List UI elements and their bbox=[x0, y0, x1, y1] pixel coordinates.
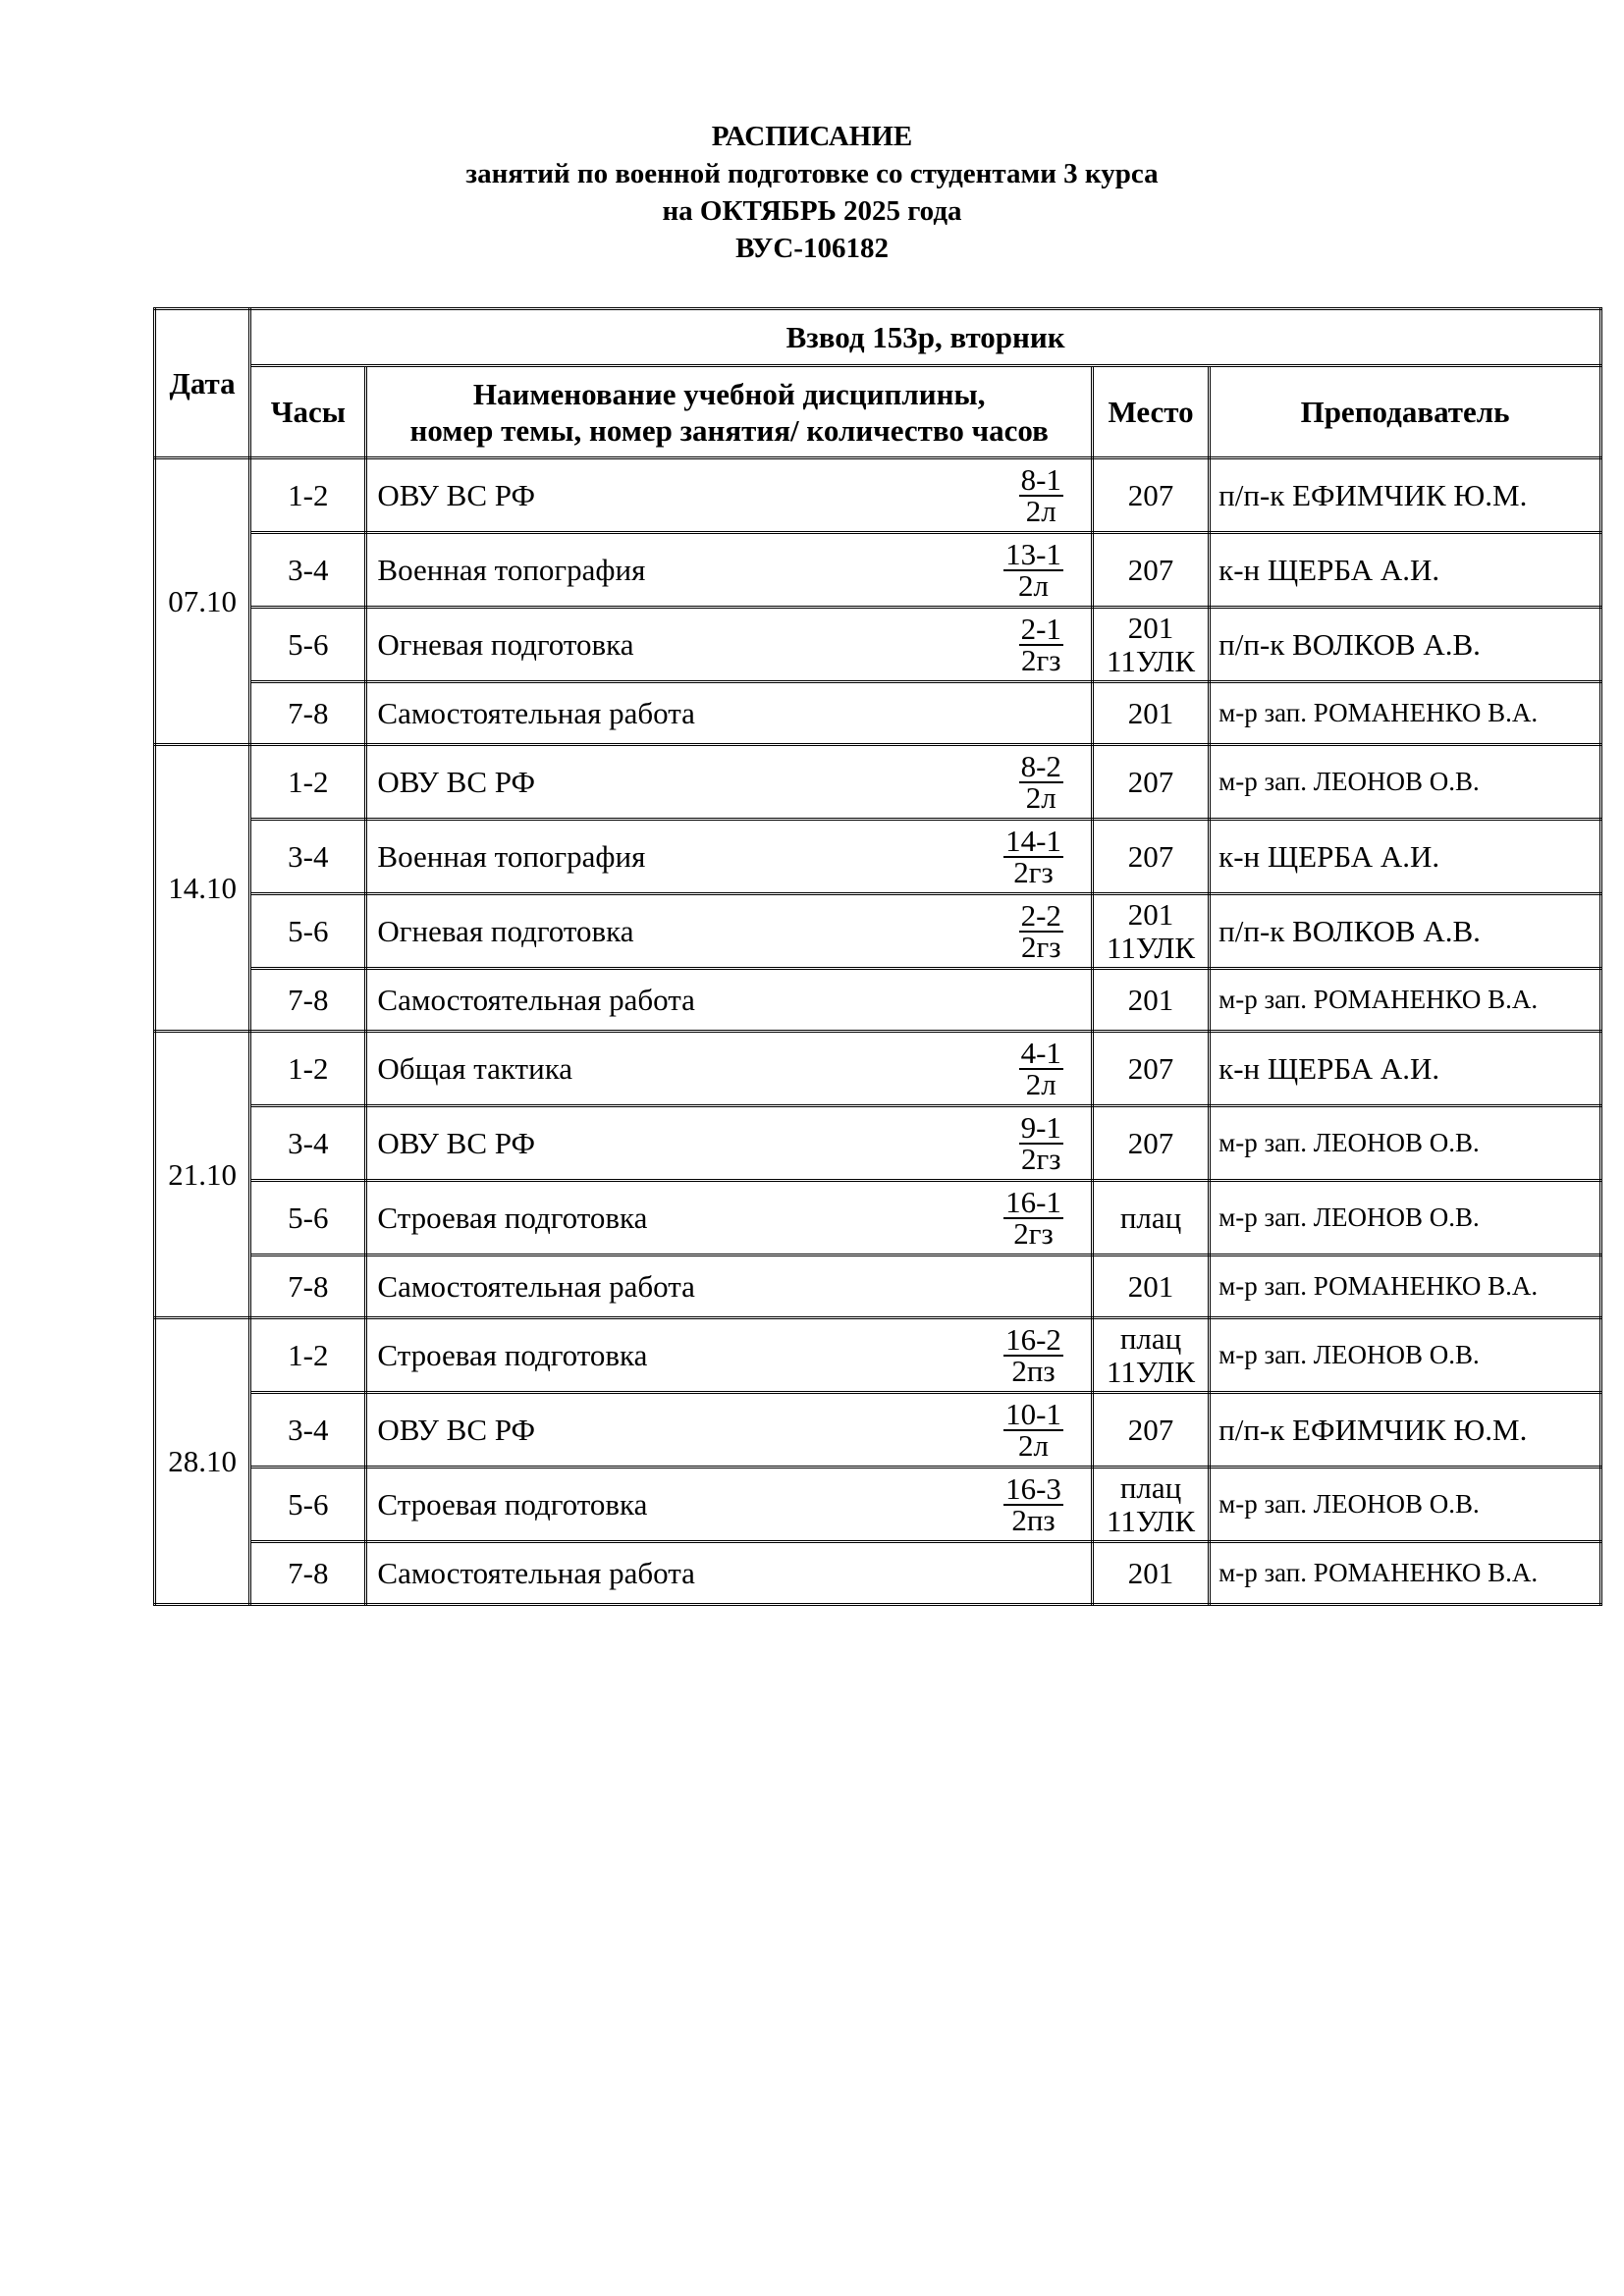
lesson-code bbox=[1019, 1035, 1063, 1101]
column-header-hours: Часы bbox=[250, 366, 366, 458]
place-cell bbox=[1092, 608, 1209, 682]
schedule-body bbox=[155, 458, 1601, 1605]
place-building: 11УЛК bbox=[1107, 1354, 1196, 1389]
table-row bbox=[155, 682, 1601, 745]
table-row bbox=[155, 745, 1601, 820]
hours-and-type: 2гз bbox=[1021, 642, 1061, 677]
hours-cell: 3-4 bbox=[250, 533, 366, 608]
hours-cell: 1-2 bbox=[250, 1318, 366, 1393]
discipline-cell bbox=[366, 820, 1093, 894]
discipline-name: ОВУ ВС РФ bbox=[377, 764, 535, 799]
discipline-cell bbox=[366, 682, 1093, 745]
discipline-name: Огневая подготовка bbox=[377, 913, 634, 948]
teacher-cell: м-р зап. РОМАНЕНКО В.А. bbox=[1210, 1255, 1601, 1318]
lesson-code bbox=[1003, 1470, 1063, 1537]
place-cell bbox=[1092, 1542, 1209, 1605]
teacher-cell: м-р зап. РОМАНЕНКО В.А. bbox=[1210, 969, 1601, 1032]
column-header-discipline bbox=[366, 366, 1093, 458]
discipline-name: ОВУ ВС РФ bbox=[377, 1125, 535, 1160]
place-cell bbox=[1092, 1393, 1209, 1468]
discipline-cell bbox=[366, 745, 1093, 820]
place-cell bbox=[1092, 1106, 1209, 1181]
hours-and-type: 2л bbox=[1025, 493, 1056, 528]
place-room: 207 bbox=[1127, 764, 1174, 799]
doc-title: РАСПИСАНИЕ bbox=[711, 121, 913, 152]
topic-lesson-number: 8-1 bbox=[1020, 461, 1061, 497]
table-row bbox=[155, 1181, 1601, 1255]
teacher-cell: к-н ЩЕРБА А.И. bbox=[1210, 820, 1601, 894]
discipline-name: Общая тактика bbox=[377, 1050, 573, 1086]
table-row bbox=[155, 1318, 1601, 1393]
hours-and-type: 2пз bbox=[1011, 1502, 1056, 1537]
place-room: 201 bbox=[1127, 896, 1174, 932]
hours-and-type: 2л bbox=[1018, 1427, 1049, 1463]
discipline-cell bbox=[366, 1255, 1093, 1318]
lesson-code bbox=[1019, 748, 1063, 815]
topic-lesson-number: 9-1 bbox=[1020, 1109, 1061, 1145]
table-row bbox=[155, 1255, 1601, 1318]
topic-lesson-number: 4-1 bbox=[1020, 1035, 1061, 1070]
place-room: 201 bbox=[1127, 1268, 1174, 1304]
place-cell bbox=[1092, 969, 1209, 1032]
hours-and-type: 2гз bbox=[1013, 1215, 1054, 1251]
topic-lesson-number: 2-2 bbox=[1020, 897, 1061, 933]
hours-and-type: 2л bbox=[1018, 567, 1049, 603]
discipline-name: Строевая подготовка bbox=[377, 1337, 648, 1372]
hours-and-type: 2гз bbox=[1021, 929, 1061, 964]
hours-cell: 7-8 bbox=[250, 1542, 366, 1605]
table-row bbox=[155, 533, 1601, 608]
table-row bbox=[155, 1106, 1601, 1181]
discipline-cell bbox=[366, 1181, 1093, 1255]
table-row bbox=[155, 458, 1601, 533]
table-row bbox=[155, 1393, 1601, 1468]
teacher-cell: м-р зап. ЛЕОНОВ О.В. bbox=[1210, 1181, 1601, 1255]
teacher-cell: п/п-к ВОЛКОВ А.В. bbox=[1210, 608, 1601, 682]
hours-cell: 3-4 bbox=[250, 1106, 366, 1181]
place-room: 207 bbox=[1127, 1050, 1174, 1086]
hours-cell: 1-2 bbox=[250, 1032, 366, 1106]
date-cell: 21.10 bbox=[155, 1032, 250, 1318]
date-cell: 14.10 bbox=[155, 745, 250, 1032]
table-row bbox=[155, 894, 1601, 969]
discipline-name: Военная топография bbox=[377, 552, 646, 587]
place-room: 207 bbox=[1127, 1125, 1174, 1160]
place-cell bbox=[1092, 1255, 1209, 1318]
place-cell bbox=[1092, 894, 1209, 969]
place-room: 207 bbox=[1127, 838, 1174, 874]
place-cell bbox=[1092, 820, 1209, 894]
lesson-code bbox=[1003, 1396, 1063, 1463]
teacher-cell: п/п-к ЕФИМЧИК Ю.М. bbox=[1210, 1393, 1601, 1468]
place-cell bbox=[1092, 458, 1209, 533]
lesson-code bbox=[1003, 823, 1063, 889]
lesson-code bbox=[1003, 536, 1063, 603]
teacher-cell: м-р зап. РОМАНЕНКО В.А. bbox=[1210, 1542, 1601, 1605]
place-building: 11УЛК bbox=[1107, 930, 1196, 965]
teacher-cell: п/п-к ВОЛКОВ А.В. bbox=[1210, 894, 1601, 969]
discipline-cell bbox=[366, 608, 1093, 682]
topic-lesson-number: 16-3 bbox=[1005, 1470, 1061, 1506]
hours-and-type: 2гз bbox=[1021, 1141, 1061, 1176]
hours-and-type: 2пз bbox=[1011, 1353, 1056, 1388]
teacher-cell: к-н ЩЕРБА А.И. bbox=[1210, 1032, 1601, 1106]
discipline-name: Военная топография bbox=[377, 838, 646, 874]
discipline-cell bbox=[366, 894, 1093, 969]
discipline-cell bbox=[366, 1318, 1093, 1393]
place-cell bbox=[1092, 533, 1209, 608]
discipline-cell bbox=[366, 969, 1093, 1032]
column-header-discipline-line2: номер темы, номер занятия/ количество часов bbox=[409, 412, 1049, 448]
place-building: 11УЛК bbox=[1107, 643, 1196, 678]
discipline-cell bbox=[366, 458, 1093, 533]
place-cell bbox=[1092, 1032, 1209, 1106]
lesson-code bbox=[1003, 1321, 1063, 1388]
doc-period: на ОКТЯБРЬ 2025 года bbox=[662, 195, 962, 227]
hours-cell: 1-2 bbox=[250, 458, 366, 533]
discipline-name: ОВУ ВС РФ bbox=[377, 477, 535, 512]
topic-lesson-number: 14-1 bbox=[1005, 823, 1061, 858]
hours-cell: 3-4 bbox=[250, 820, 366, 894]
place-room: 201 bbox=[1127, 982, 1174, 1017]
date-cell: 07.10 bbox=[155, 458, 250, 745]
place-room: плац bbox=[1119, 1320, 1182, 1356]
table-row bbox=[155, 820, 1601, 894]
date-cell: 28.10 bbox=[155, 1318, 250, 1605]
group-header: Взвод 153р, вторник bbox=[250, 309, 1601, 366]
hours-and-type: 2гз bbox=[1013, 854, 1054, 889]
discipline-name: ОВУ ВС РФ bbox=[377, 1412, 535, 1447]
lesson-code bbox=[1003, 1184, 1063, 1251]
discipline-name: Самостоятельная работа bbox=[377, 1555, 695, 1590]
teacher-cell: м-р зап. ЛЕОНОВ О.В. bbox=[1210, 1318, 1601, 1393]
teacher-cell: м-р зап. РОМАНЕНКО В.А. bbox=[1210, 682, 1601, 745]
topic-lesson-number: 16-2 bbox=[1005, 1321, 1061, 1357]
topic-lesson-number: 13-1 bbox=[1005, 536, 1061, 571]
teacher-cell: м-р зап. ЛЕОНОВ О.В. bbox=[1210, 1468, 1601, 1542]
lesson-code bbox=[1019, 611, 1063, 677]
discipline-name: Самостоятельная работа bbox=[377, 695, 695, 730]
column-header-place: Место bbox=[1092, 366, 1209, 458]
table-row bbox=[155, 608, 1601, 682]
place-room: 207 bbox=[1127, 477, 1174, 512]
hours-cell: 5-6 bbox=[250, 894, 366, 969]
doc-subtitle: занятий по военной подготовке со студентами 3 курса bbox=[465, 158, 1159, 189]
teacher-cell: к-н ЩЕРБА А.И. bbox=[1210, 533, 1601, 608]
discipline-cell bbox=[366, 533, 1093, 608]
hours-and-type: 2л bbox=[1025, 1066, 1056, 1101]
discipline-cell bbox=[366, 1542, 1093, 1605]
discipline-name: Огневая подготовка bbox=[377, 626, 634, 662]
column-header-teacher: Преподаватель bbox=[1210, 366, 1601, 458]
place-cell bbox=[1092, 1181, 1209, 1255]
schedule-table bbox=[153, 307, 1602, 1606]
teacher-cell: м-р зап. ЛЕОНОВ О.В. bbox=[1210, 745, 1601, 820]
discipline-name: Строевая подготовка bbox=[377, 1200, 648, 1235]
discipline-cell bbox=[366, 1393, 1093, 1468]
place-cell bbox=[1092, 682, 1209, 745]
place-cell bbox=[1092, 1318, 1209, 1393]
table-row bbox=[155, 1032, 1601, 1106]
teacher-cell: п/п-к ЕФИМЧИК Ю.М. bbox=[1210, 458, 1601, 533]
hours-cell: 7-8 bbox=[250, 1255, 366, 1318]
place-room: 207 bbox=[1127, 1412, 1174, 1447]
table-row bbox=[155, 1468, 1601, 1542]
discipline-cell bbox=[366, 1032, 1093, 1106]
doc-specialty: ВУС-106182 bbox=[735, 233, 889, 264]
column-header-date: Дата bbox=[155, 309, 250, 458]
place-cell bbox=[1092, 745, 1209, 820]
topic-lesson-number: 2-1 bbox=[1020, 611, 1061, 646]
hours-and-type: 2л bbox=[1025, 779, 1056, 815]
lesson-code bbox=[1019, 897, 1063, 964]
hours-cell: 3-4 bbox=[250, 1393, 366, 1468]
place-room: плац bbox=[1119, 1200, 1182, 1235]
place-room: 201 bbox=[1127, 1555, 1174, 1590]
discipline-cell bbox=[366, 1468, 1093, 1542]
column-header-discipline-line1: Наименование учебной дисциплины, bbox=[472, 376, 986, 411]
topic-lesson-number: 10-1 bbox=[1005, 1396, 1061, 1431]
document-header bbox=[0, 118, 1624, 267]
table-row bbox=[155, 1542, 1601, 1605]
lesson-code bbox=[1019, 1109, 1063, 1176]
place-room: 207 bbox=[1127, 552, 1174, 587]
discipline-name: Строевая подготовка bbox=[377, 1486, 648, 1522]
table-row bbox=[155, 969, 1601, 1032]
hours-cell: 1-2 bbox=[250, 745, 366, 820]
topic-lesson-number: 16-1 bbox=[1005, 1184, 1061, 1219]
place-room: 201 bbox=[1127, 610, 1174, 645]
teacher-cell: м-р зап. ЛЕОНОВ О.В. bbox=[1210, 1106, 1601, 1181]
place-cell bbox=[1092, 1468, 1209, 1542]
lesson-code bbox=[1019, 461, 1063, 528]
hours-cell: 5-6 bbox=[250, 1181, 366, 1255]
discipline-cell bbox=[366, 1106, 1093, 1181]
topic-lesson-number: 8-2 bbox=[1020, 748, 1061, 783]
hours-cell: 7-8 bbox=[250, 969, 366, 1032]
discipline-name: Самостоятельная работа bbox=[377, 982, 695, 1017]
place-building: 11УЛК bbox=[1107, 1503, 1196, 1538]
place-room: 201 bbox=[1127, 695, 1174, 730]
hours-cell: 7-8 bbox=[250, 682, 366, 745]
hours-cell: 5-6 bbox=[250, 1468, 366, 1542]
place-room: плац bbox=[1119, 1469, 1182, 1505]
discipline-name: Самостоятельная работа bbox=[377, 1268, 695, 1304]
hours-cell: 5-6 bbox=[250, 608, 366, 682]
